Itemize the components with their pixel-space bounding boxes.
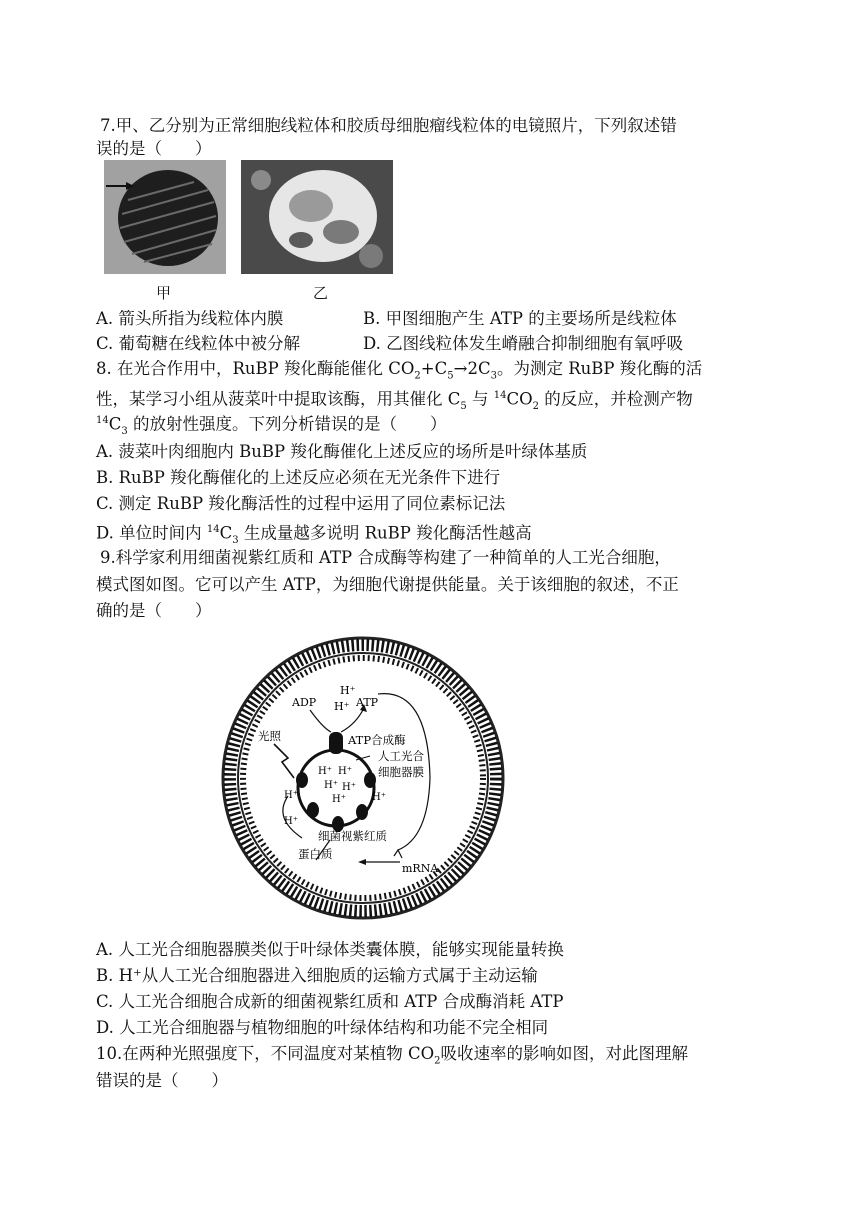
q8-stem-line-3: $^{14}C_3$ 的放射性强度。下列分析错误的是（ ） [96,414,447,437]
label-h-top: H⁺ [340,684,356,697]
q8-option-a: A. 菠菜叶肉细胞内 BuBP 羧化酶催化上述反应的场所是叶绿体基质 [96,442,588,461]
q10-stem-line-2: 错误的是（ ） [96,1071,228,1090]
label-h-inner-1: H⁺ [318,766,332,777]
q10-stem-line-1: 10.在两种光照强度下，不同温度对某植物 $CO_2$吸收速率的影响如图，对此图理解 [96,1044,689,1067]
q7-option-b: B. 甲图细胞产生 ATP 的主要场所是线粒体 [363,309,677,328]
q9-option-d: D. 人工光合细胞器与植物细胞的叶绿体结构和功能不完全相同 [96,1018,549,1037]
q9-option-b: B. H⁺从人工光合细胞器进入细胞质的运输方式属于主动运输 [96,966,538,985]
label-organelle-membrane-1: 人工光合 [378,749,424,763]
bacteriorhodopsin-5 [356,804,368,820]
label-protein: 蛋白质 [298,847,333,861]
label-mrna: mRNA [402,862,439,875]
q8-stem-line-2: 性，某学习小组从菠菜叶中提取该酶，用其催化 $C_5$ 与 $^{14}CO_2$ 的反应，并检测产物 [96,389,693,412]
label-h-top-2: H⁺ [334,700,350,713]
q8-option-c: C. 测定 RuBP 羧化酶活性的过程中运用了同位素标记法 [96,494,506,513]
label-organelle-membrane-2: 细胞器膜 [378,765,424,779]
label-h-inner-4: H⁺ [342,782,356,793]
q7-stem-line-1: 7.甲、乙分别为正常细胞线粒体和胶质母细胞瘤线粒体的电镜照片，下列叙述错 [100,116,677,135]
q8-option-b: B. RuBP 羧化酶催化的上述反应必须在无光条件下进行 [96,468,501,487]
outer-membrane-inner-ring [238,653,488,903]
label-h-outer-3: H⁺ [372,792,386,803]
caption-yi: 乙 [313,284,329,302]
label-adp: ADP [292,696,317,709]
label-atp-synthase: ATP合成酶 [348,733,406,747]
label-h-inner-3: H⁺ [324,780,338,791]
label-bacteriorhodopsin: 细菌视紫红质 [318,829,387,843]
q7-stem-line-2: 误的是（ ） [96,139,212,158]
q8-option-d: D. 单位时间内 $^{14}C_3$ 生成量越多说明 RuBP 羧化酶活性越高 [96,523,532,546]
photo-normal-mitochondrion [104,160,226,274]
q7-option-d: D. 乙图线粒体发生嵴融合抑制细胞有氧呼吸 [363,334,684,353]
bacteriorhodopsin-3 [307,802,319,818]
q9-option-a: A. 人工光合细胞器膜类似于叶绿体类囊体膜，能够实现能量转换 [96,940,564,959]
q9-option-c: C. 人工光合细胞合成新的细菌视紫红质和 ATP 合成酶消耗 ATP [96,992,564,1011]
label-h-outer-2: H⁺ [284,816,298,827]
bacteriorhodopsin-1 [296,772,308,788]
q9-stem-line-2: 模式图如图。它可以产生 ATP，为细胞代谢提供能量。关于该细胞的叙述，不正 [96,575,679,594]
label-light: 光照 [258,729,281,743]
q7-option-c: C. 葡萄糖在线粒体中被分解 [96,334,301,353]
caption-jia: 甲 [156,284,172,302]
q8-stem-line-1: 8. 在光合作用中，RuBP 羧化酶能催化 $CO_2+C_5\to 2C_3$。为测定 RuBP 羧化酶的活 [96,359,703,382]
q9-stem-line-3: 确的是（ ） [96,601,212,620]
label-h-inner-5: H⁺ [332,794,346,805]
q7-option-a: A. 箭头所指为线粒体内膜 [96,309,284,328]
atp-synthase-shape [329,732,343,754]
q9-stem-line-1: 9.科学家利用细菌视紫红质和 ATP 合成酶等构建了一种简单的人工光合细胞， [100,548,671,567]
bacteriorhodopsin-2 [364,772,376,788]
outer-membrane-heads [230,645,496,911]
label-h-inner-2: H⁺ [338,766,352,777]
artificial-photosynthetic-cell-diagram [218,628,508,930]
photo-tumor-mitochondrion [241,160,393,274]
label-h-outer-1: H⁺ [284,790,298,801]
label-atp: ATP [356,696,379,709]
